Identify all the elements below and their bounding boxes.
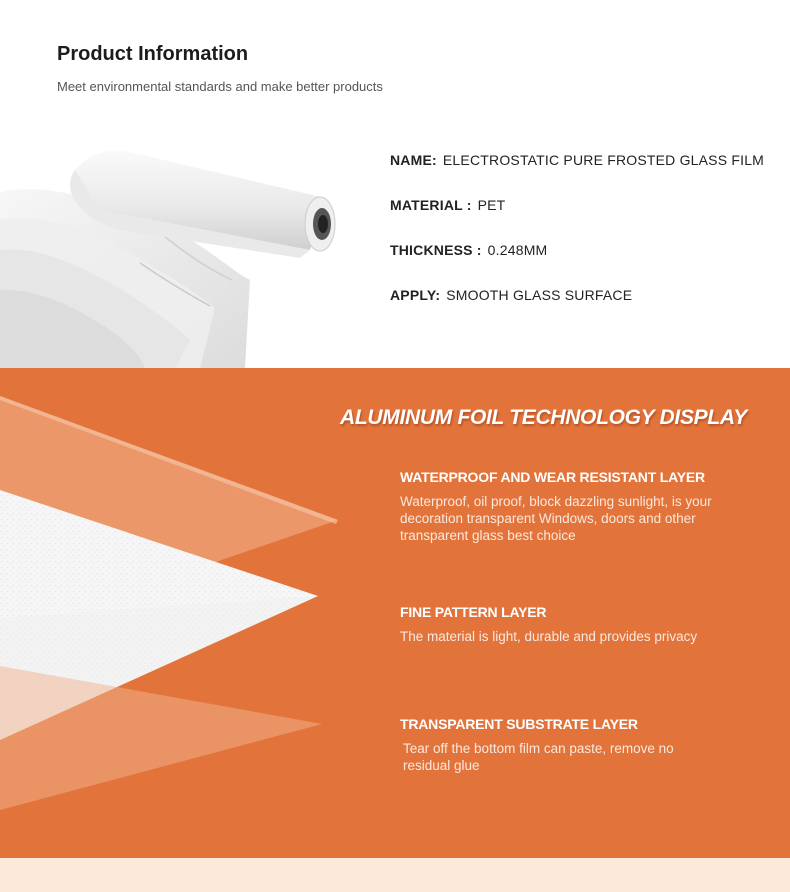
film-layers-illustration: [0, 368, 345, 858]
layer-description: The material is light, durable and provides privacy: [400, 629, 698, 644]
layer-description: Waterproof, oil proof, block dazzling sunlight, is your decoration transparent Windows, doors and other transparent glass best choice: [400, 494, 712, 543]
layer-title: FINE PATTERN LAYER: [400, 604, 547, 620]
page-title: Product Information: [57, 43, 249, 65]
product-information-section: [0, 0, 790, 368]
layer-transparent-substrate: [400, 716, 760, 774]
layer-fine-pattern: [400, 604, 760, 645]
layer-title: WATERPROOF AND WEAR RESISTANT LAYER: [400, 469, 705, 485]
spec-label: NAME:: [390, 152, 437, 168]
spec-value: 0.248MM: [487, 242, 548, 258]
spec-label: THICKNESS :: [390, 242, 482, 258]
spec-thickness: [390, 242, 780, 287]
spec-list: [390, 152, 780, 332]
film-roll-image: [0, 130, 345, 368]
spec-value: ELECTROSTATIC PURE FROSTED GLASS FILM: [442, 152, 765, 168]
spec-value: PET: [477, 197, 506, 213]
technology-display-section: [0, 368, 790, 858]
spec-label: MATERIAL :: [390, 197, 472, 213]
spec-name: [390, 152, 780, 197]
page-subtitle: Meet environmental standards and make better products: [57, 79, 383, 94]
spec-label: APPLY:: [390, 287, 441, 303]
spec-material: [390, 197, 780, 242]
layer-title: TRANSPARENT SUBSTRATE LAYER: [400, 716, 638, 732]
layer-description: Tear off the bottom film can paste, remove no residual glue: [403, 741, 674, 773]
section-title: ALUMINUM FOIL TECHNOLOGY DISPLAY: [340, 406, 747, 429]
spec-value: SMOOTH GLASS SURFACE: [446, 287, 633, 303]
spec-apply: [390, 287, 780, 332]
layer-waterproof: [400, 469, 760, 544]
bottom-strip: [0, 858, 790, 892]
